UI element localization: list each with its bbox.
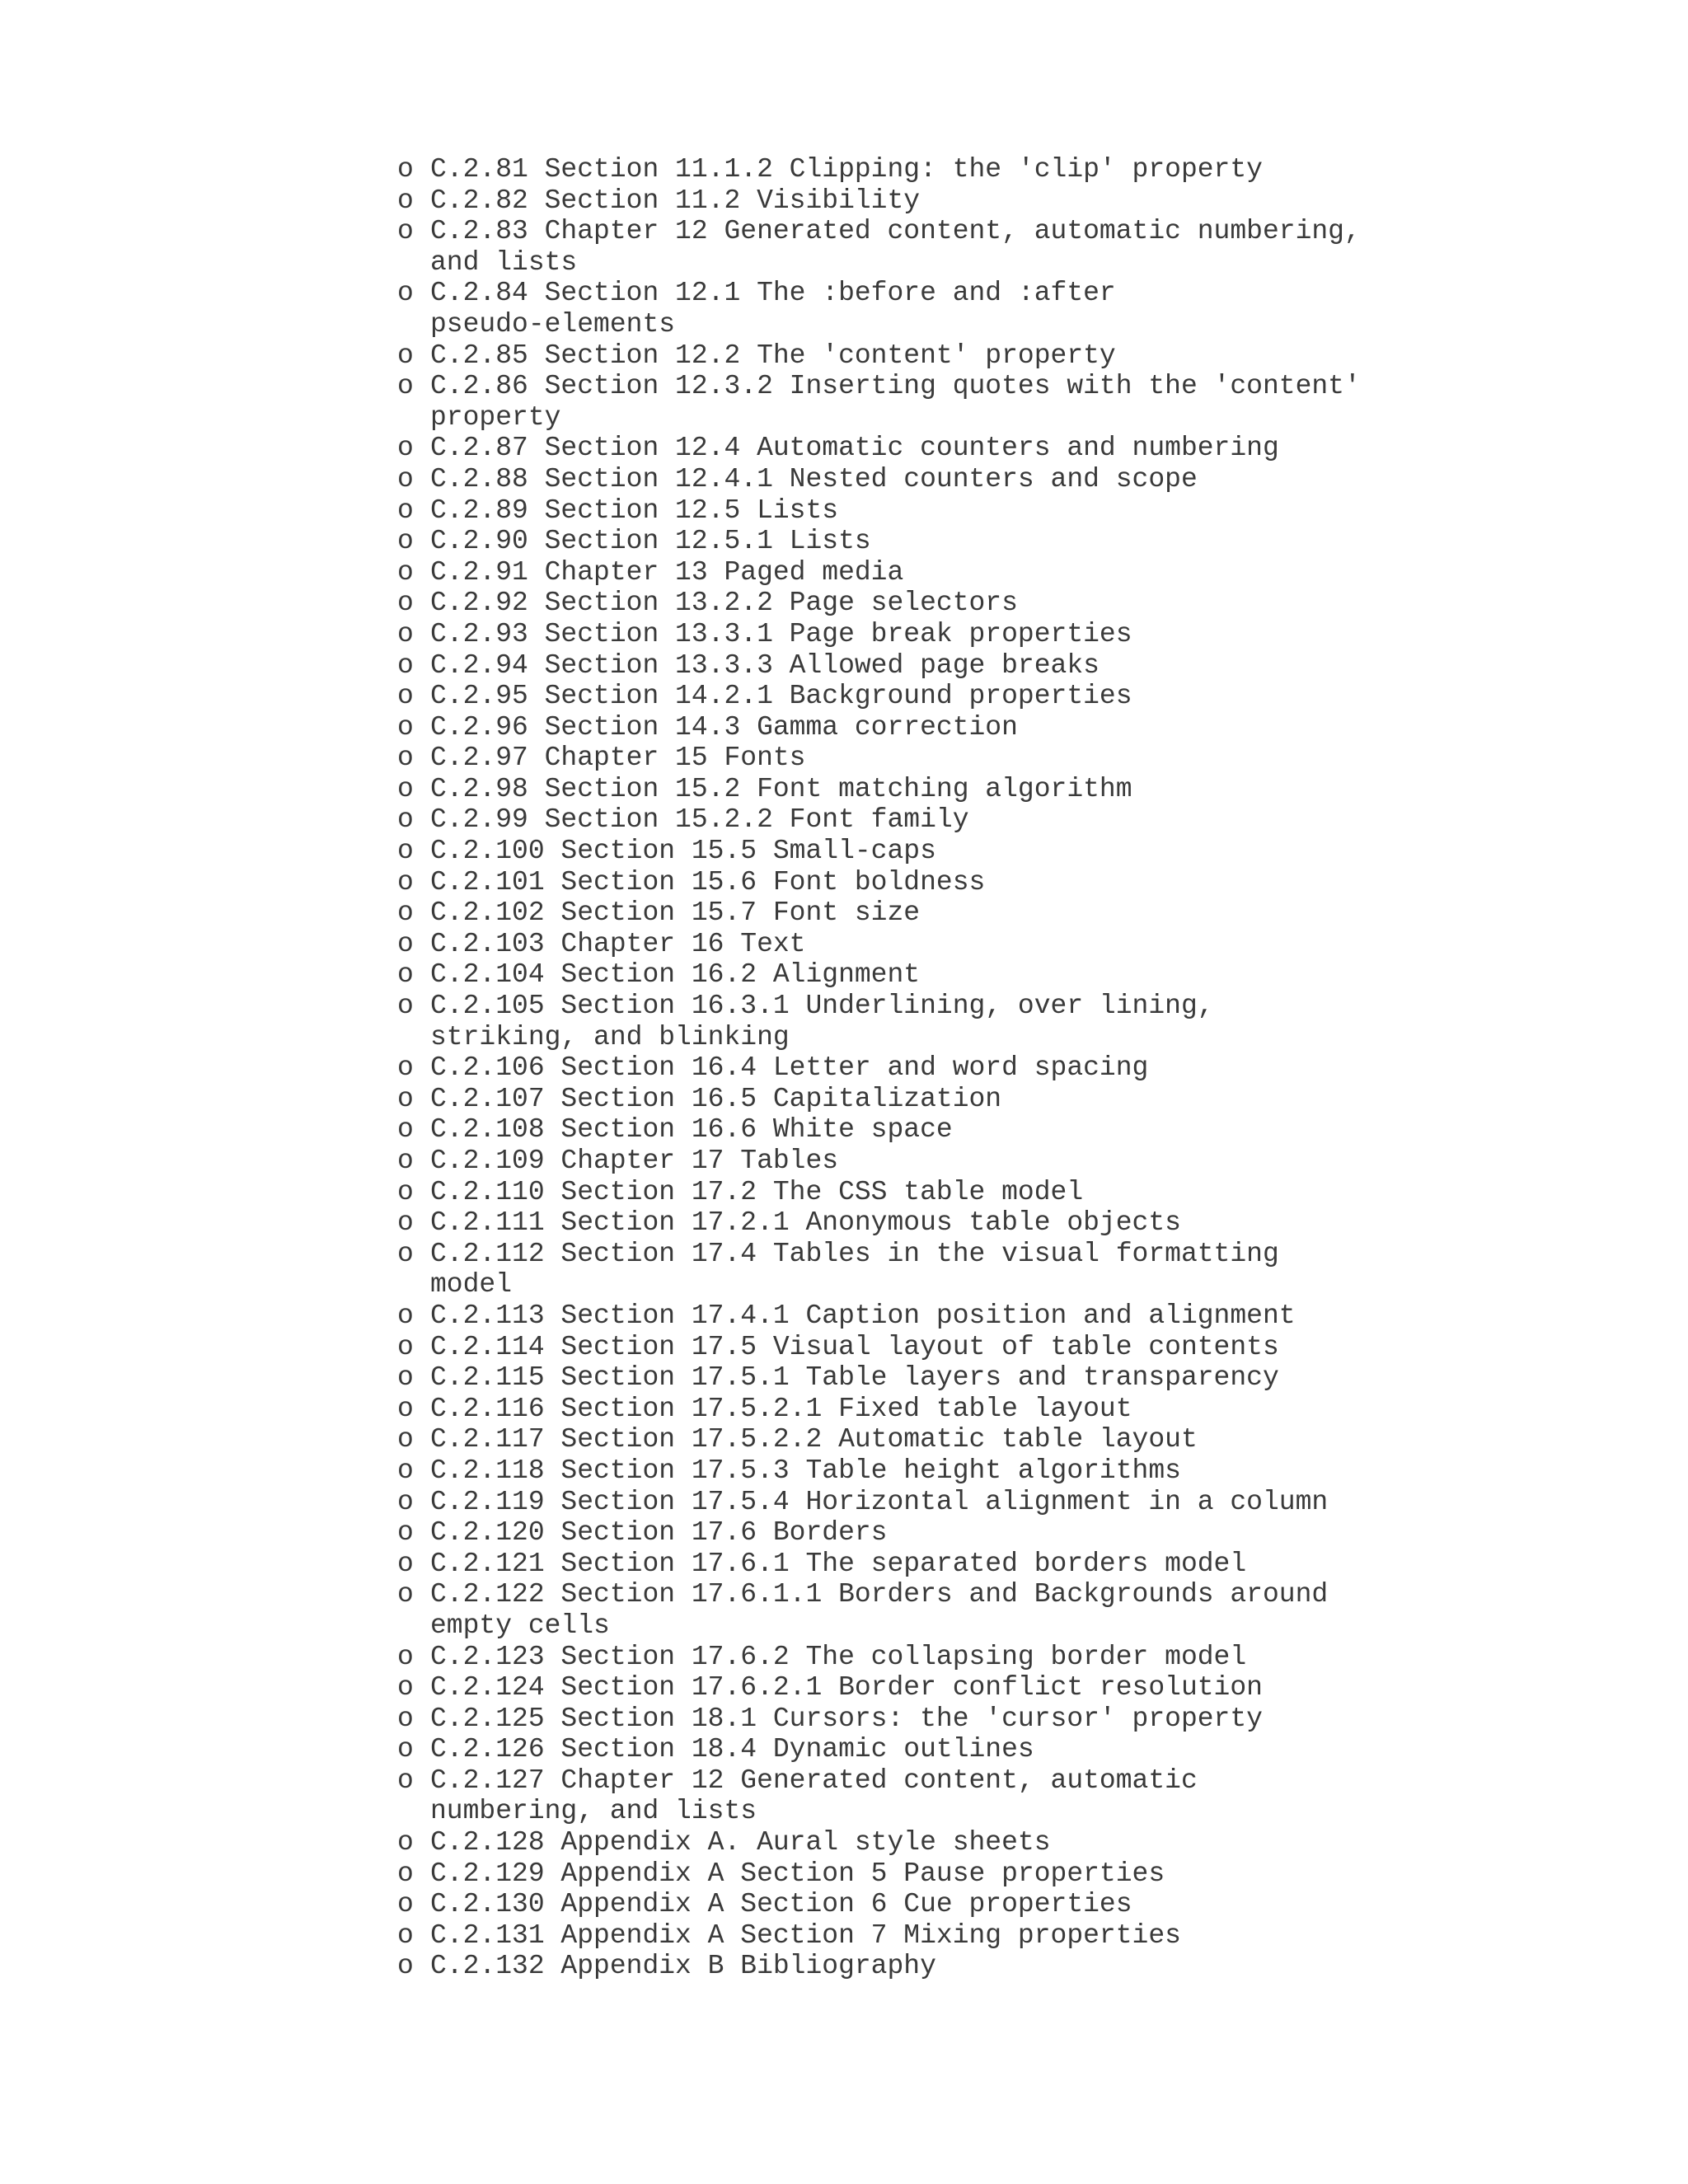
toc-entry-line: C.2.88 Section 12.4.1 Nested counters and scope <box>430 463 1198 494</box>
bullet-marker: o <box>397 1517 414 1549</box>
toc-item <box>397 1332 1469 1363</box>
toc-entry-text <box>430 712 1018 743</box>
toc-entry-text <box>430 1146 838 1177</box>
toc-entry-line: pseudo-elements <box>430 308 676 340</box>
bullet-marker: o <box>397 866 414 898</box>
bullet-marker: o <box>397 463 414 494</box>
toc-entry-text <box>430 1517 888 1549</box>
bullet-marker: o <box>397 1579 414 1610</box>
toc-item <box>397 1951 1469 1982</box>
toc-entry-text <box>430 681 1132 712</box>
toc-item <box>397 1517 1469 1549</box>
toc-entry-text <box>430 154 1263 185</box>
toc-entry-text <box>430 1177 1083 1208</box>
toc-entry-line: C.2.103 Chapter 16 Text <box>430 928 806 959</box>
toc-item <box>397 1114 1469 1146</box>
toc-item <box>397 1642 1469 1673</box>
toc-entry-line: C.2.110 Section 17.2 The CSS table model <box>430 1176 1084 1207</box>
toc-entry-text <box>430 278 1116 340</box>
bullet-marker: o <box>397 1146 414 1176</box>
toc-entry-line: C.2.121 Section 17.6.1 The separated borders model <box>430 1548 1247 1579</box>
toc-entry-line: C.2.111 Section 17.2.1 Anonymous table objects <box>430 1207 1181 1239</box>
bullet-marker: o <box>397 494 414 526</box>
bullet-marker: o <box>397 991 414 1022</box>
bullet-marker: o <box>397 649 414 681</box>
bullet-marker: o <box>397 898 414 929</box>
toc-entry-line: C.2.106 Section 16.4 Letter and word spacing <box>430 1052 1149 1084</box>
toc-item <box>397 216 1469 278</box>
bullet-marker: o <box>397 1393 414 1424</box>
toc-entry-line: C.2.83 Chapter 12 Generated content, automatic numbering, <box>430 216 1361 247</box>
bullet-marker: o <box>397 1486 414 1517</box>
toc-entry-text <box>430 650 1100 682</box>
toc-entry-line: and lists <box>430 246 578 278</box>
toc-entry-text <box>430 1549 1246 1580</box>
toc-entry-line: C.2.102 Section 15.7 Font size <box>430 898 921 929</box>
bullet-marker: o <box>397 185 414 216</box>
bullet-marker: o <box>397 1238 414 1269</box>
toc-entry-line: C.2.91 Chapter 13 Paged media <box>430 556 904 588</box>
bullet-marker: o <box>397 1424 414 1455</box>
toc-entry-text <box>430 433 1279 464</box>
toc-item <box>397 1052 1469 1084</box>
toc-entry-text <box>430 1301 1296 1332</box>
bullet-marker: o <box>397 1455 414 1486</box>
bullet-marker: o <box>397 1765 414 1796</box>
toc-entry-text <box>430 1455 1181 1487</box>
bullet-marker: o <box>397 1919 414 1951</box>
toc-item <box>397 804 1469 836</box>
toc-item <box>397 433 1469 464</box>
toc-entry-text <box>430 867 985 898</box>
toc-entry-line: C.2.112 Section 17.4 Tables in the visual formatting <box>430 1238 1279 1269</box>
toc-entry-line: C.2.119 Section 17.5.4 Horizontal alignment in a column <box>430 1486 1329 1517</box>
toc-entry-text <box>430 1394 1132 1425</box>
toc-item <box>397 278 1469 340</box>
bullet-marker: o <box>397 1331 414 1362</box>
toc-item <box>397 1889 1469 1920</box>
toc-entry-line: C.2.114 Section 17.5 Visual layout of table contents <box>430 1331 1279 1362</box>
bullet-marker: o <box>397 618 414 649</box>
toc-list <box>397 154 1469 1982</box>
toc-entry-text <box>430 836 936 867</box>
toc-item <box>397 1672 1469 1704</box>
bullet-marker: o <box>397 216 414 247</box>
toc-entry-text <box>430 1704 1263 1735</box>
toc-entry-line: model <box>430 1269 513 1301</box>
toc-entry-line: C.2.130 Appendix A Section 6 Cue properties <box>430 1889 1132 1920</box>
toc-entry-text <box>430 929 805 960</box>
toc-entry-line: C.2.113 Section 17.4.1 Caption position and alignment <box>430 1300 1296 1331</box>
bullet-marker: o <box>397 278 414 309</box>
toc-entry-line: C.2.96 Section 14.3 Gamma correction <box>430 711 1018 743</box>
toc-entry-text <box>430 1858 1165 1890</box>
toc-entry-text <box>430 619 1132 650</box>
toc-item <box>397 340 1469 372</box>
toc-entry-text <box>430 464 1198 495</box>
toc-entry-line: C.2.98 Section 15.2 Font matching algorithm <box>430 773 1132 804</box>
toc-item <box>397 1084 1469 1115</box>
toc-entry-text <box>430 991 1214 1052</box>
toc-entry-line: numbering, and lists <box>430 1796 757 1827</box>
toc-entry-text <box>430 1579 1328 1641</box>
bullet-marker: o <box>397 1300 414 1331</box>
bullet-marker: o <box>397 526 414 557</box>
toc-item <box>397 1146 1469 1177</box>
toc-item <box>397 1239 1469 1301</box>
toc-entry-text <box>430 557 903 588</box>
toc-entry-line: C.2.97 Chapter 15 Fonts <box>430 743 806 774</box>
bullet-marker: o <box>397 836 414 867</box>
toc-entry-text <box>430 1889 1132 1920</box>
toc-item <box>397 1765 1469 1827</box>
toc-item <box>397 1362 1469 1394</box>
toc-entry-line: C.2.90 Section 12.5.1 Lists <box>430 526 871 557</box>
bullet-marker: o <box>397 743 414 774</box>
toc-entry-line: C.2.124 Section 17.6.2.1 Border conflict resolution <box>430 1672 1263 1704</box>
toc-entry-line: C.2.93 Section 13.3.1 Page break properties <box>430 618 1132 649</box>
bullet-marker: o <box>397 1114 414 1146</box>
toc-entry-line: C.2.115 Section 17.5.1 Table layers and transparency <box>430 1362 1279 1394</box>
toc-item <box>397 1177 1469 1208</box>
toc-item <box>397 836 1469 867</box>
toc-entry-text <box>430 1239 1279 1301</box>
toc-item <box>397 929 1469 960</box>
toc-item <box>397 588 1469 619</box>
toc-entry-text <box>430 743 805 774</box>
bullet-marker: o <box>397 371 414 402</box>
toc-entry-line: C.2.99 Section 15.2.2 Font family <box>430 804 969 836</box>
toc-entry-line: C.2.126 Section 18.4 Dynamic outlines <box>430 1734 1034 1765</box>
toc-entry-text <box>430 216 1361 278</box>
toc-item <box>397 495 1469 527</box>
bullet-marker: o <box>397 1176 414 1207</box>
bullet-marker: o <box>397 1641 414 1672</box>
toc-entry-text <box>430 1765 1198 1827</box>
toc-item <box>397 1487 1469 1518</box>
toc-entry-text <box>430 371 1361 433</box>
toc-item <box>397 1704 1469 1735</box>
toc-entry-line: C.2.100 Section 15.5 Small-caps <box>430 836 936 867</box>
toc-entry-text <box>430 588 1018 619</box>
bullet-marker: o <box>397 1951 414 1982</box>
toc-entry-line: C.2.105 Section 16.3.1 Underlining, over lining, <box>430 991 1214 1022</box>
toc-entry-line: C.2.81 Section 11.1.2 Clipping: the 'clip' property <box>430 154 1263 185</box>
toc-entry-line: C.2.104 Section 16.2 Alignment <box>430 959 921 991</box>
bullet-marker: o <box>397 433 414 464</box>
toc-entry-line: empty cells <box>430 1610 610 1641</box>
bullet-marker: o <box>397 928 414 959</box>
toc-entry-line: C.2.92 Section 13.2.2 Page selectors <box>430 588 1018 619</box>
toc-entry-text <box>430 1951 936 1982</box>
bullet-marker: o <box>397 588 414 619</box>
toc-entry-text <box>430 340 1116 372</box>
toc-entry-line: C.2.87 Section 12.4 Automatic counters and numbering <box>430 433 1279 464</box>
toc-entry-text <box>430 774 1132 805</box>
toc-entry-line: C.2.101 Section 15.6 Font boldness <box>430 866 986 898</box>
toc-entry-text <box>430 1920 1181 1952</box>
bullet-marker: o <box>397 556 414 588</box>
toc-entry-text <box>430 185 920 217</box>
toc-item <box>397 1207 1469 1239</box>
toc-entry-line: C.2.109 Chapter 17 Tables <box>430 1146 839 1176</box>
bullet-marker: o <box>397 711 414 743</box>
toc-item <box>397 1734 1469 1765</box>
toc-item <box>397 681 1469 712</box>
toc-item <box>397 1920 1469 1952</box>
toc-entry-line: C.2.131 Appendix A Section 7 Mixing properties <box>430 1919 1181 1951</box>
bullet-marker: o <box>397 804 414 836</box>
toc-item <box>397 743 1469 774</box>
toc-entry-text <box>430 898 920 929</box>
toc-entry-line: C.2.84 Section 12.1 The :before and :after <box>430 278 1116 309</box>
bullet-marker: o <box>397 1362 414 1394</box>
bullet-marker: o <box>397 1889 414 1920</box>
toc-entry-text <box>430 1084 1001 1115</box>
bullet-marker: o <box>397 1052 414 1084</box>
toc-entry-line: striking, and blinking <box>430 1021 790 1052</box>
toc-item <box>397 1549 1469 1580</box>
toc-item <box>397 898 1469 929</box>
toc-item <box>397 991 1469 1052</box>
toc-entry-line: C.2.127 Chapter 12 Generated content, automatic <box>430 1765 1198 1796</box>
toc-entry-line: C.2.123 Section 17.6.2 The collapsing border model <box>430 1641 1247 1672</box>
toc-entry-text <box>430 1207 1181 1239</box>
toc-item <box>397 1301 1469 1332</box>
toc-item <box>397 650 1469 682</box>
toc-entry-text <box>430 526 871 557</box>
toc-item <box>397 185 1469 217</box>
bullet-marker: o <box>397 959 414 991</box>
toc-item <box>397 1455 1469 1487</box>
toc-entry-text <box>430 1672 1263 1704</box>
toc-item <box>397 526 1469 557</box>
bullet-marker: o <box>397 1734 414 1765</box>
toc-entry-text <box>430 1424 1198 1455</box>
toc-entry-text <box>430 1362 1279 1394</box>
toc-entry-text <box>430 1734 1034 1765</box>
toc-entry-text <box>430 1642 1246 1673</box>
toc-item <box>397 1827 1469 1858</box>
toc-entry-line: C.2.120 Section 17.6 Borders <box>430 1517 888 1549</box>
toc-entry-line: C.2.108 Section 16.6 White space <box>430 1114 953 1146</box>
toc-item <box>397 774 1469 805</box>
toc-item <box>397 712 1469 743</box>
toc-item <box>397 619 1469 650</box>
toc-entry-line: C.2.128 Appendix A. Aural style sheets <box>430 1827 1051 1858</box>
toc-entry-line: C.2.94 Section 13.3.3 Allowed page breaks <box>430 649 1100 681</box>
toc-item <box>397 154 1469 185</box>
toc-item <box>397 1858 1469 1890</box>
toc-entry-text <box>430 804 969 836</box>
toc-entry-line: C.2.89 Section 12.5 Lists <box>430 494 839 526</box>
toc-item <box>397 464 1469 495</box>
toc-entry-text <box>430 1827 1051 1858</box>
toc-entry-line: C.2.116 Section 17.5.2.1 Fixed table layout <box>430 1393 1132 1424</box>
toc-item <box>397 557 1469 588</box>
toc-entry-text <box>430 1114 953 1146</box>
bullet-marker: o <box>397 154 414 185</box>
bullet-marker: o <box>397 340 414 371</box>
toc-entry-text <box>430 1052 1148 1084</box>
toc-entry-line: C.2.118 Section 17.5.3 Table height algorithms <box>430 1455 1181 1486</box>
toc-entry-line: C.2.117 Section 17.5.2.2 Automatic table layout <box>430 1424 1198 1455</box>
bullet-marker: o <box>397 773 414 804</box>
bullet-marker: o <box>397 1858 414 1889</box>
toc-entry-line: C.2.86 Section 12.3.2 Inserting quotes with the 'content' <box>430 371 1361 402</box>
toc-item <box>397 1579 1469 1641</box>
toc-entry-line: C.2.125 Section 18.1 Cursors: the 'cursor' property <box>430 1703 1263 1734</box>
toc-entry-text <box>430 1487 1328 1518</box>
toc-entry-line: C.2.82 Section 11.2 Visibility <box>430 185 921 216</box>
bullet-marker: o <box>397 1827 414 1858</box>
bullet-marker: o <box>397 1703 414 1734</box>
toc-entry-line: C.2.129 Appendix A Section 5 Pause properties <box>430 1858 1165 1889</box>
toc-entry-text <box>430 959 920 991</box>
toc-entry-text <box>430 1332 1279 1363</box>
bullet-marker: o <box>397 1548 414 1579</box>
toc-entry-line: property <box>430 401 561 433</box>
toc-entry-line: C.2.95 Section 14.2.1 Background properties <box>430 681 1132 712</box>
toc-item <box>397 1394 1469 1425</box>
bullet-marker: o <box>397 1083 414 1114</box>
toc-entry-line: C.2.122 Section 17.6.1.1 Borders and Backgrounds around <box>430 1579 1329 1610</box>
toc-item <box>397 959 1469 991</box>
toc-item <box>397 867 1469 898</box>
bullet-marker: o <box>397 1207 414 1239</box>
toc-entry-text <box>430 495 838 527</box>
toc-entry-line: C.2.132 Appendix B Bibliography <box>430 1951 936 1982</box>
toc-item <box>397 1424 1469 1455</box>
bullet-marker: o <box>397 681 414 712</box>
toc-entry-line: C.2.107 Section 16.5 Capitalization <box>430 1083 1002 1114</box>
toc-item <box>397 371 1469 433</box>
toc-entry-line: C.2.85 Section 12.2 The 'content' property <box>430 340 1116 371</box>
bullet-marker: o <box>397 1672 414 1704</box>
